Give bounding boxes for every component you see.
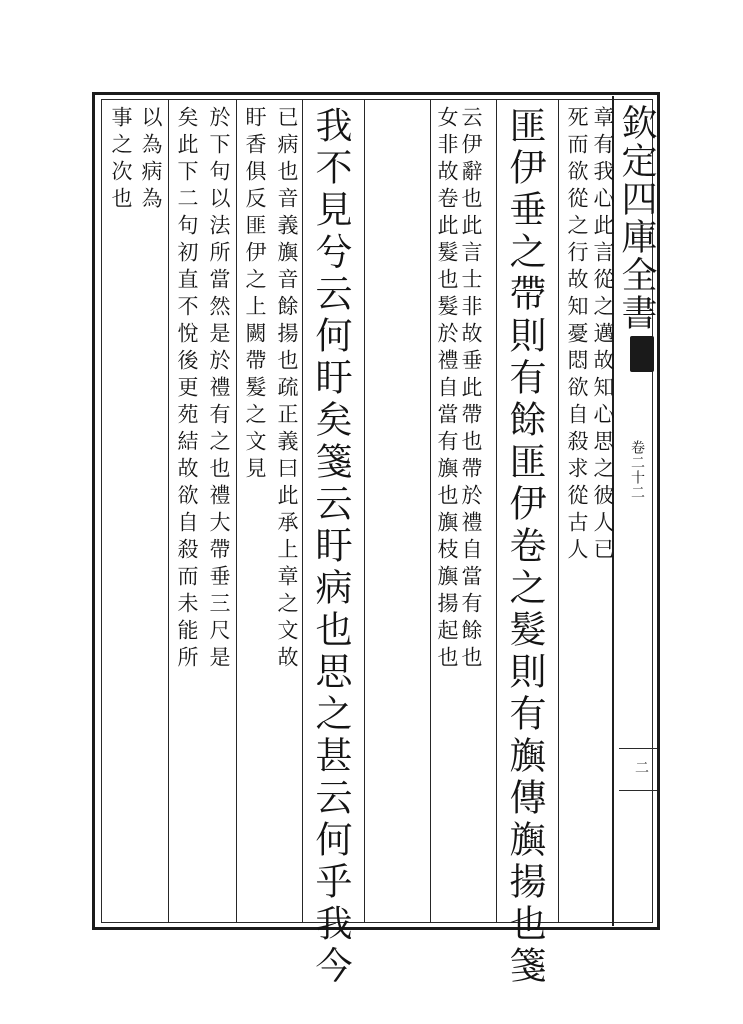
column-rule (236, 99, 237, 923)
column-rule (558, 99, 559, 923)
volume-label: 卷二十二 (629, 440, 645, 500)
commentary-column: 女非故卷此髮也髮於禮自當有旟也旟枝旟揚起也 (435, 106, 459, 673)
book-title: 欽定四庫全書 (616, 104, 657, 332)
column-rule (496, 99, 497, 923)
commentary-column: 章有我心此言從之邁故知心思之彼人已 (591, 106, 615, 565)
main-text-column: 匪伊垂之帶則有餘匪伊卷之髮則有旟傳旟揚也箋 (503, 106, 546, 988)
commentary-column: 死而欲從之行故知憂悶欲自殺求從古人 (565, 106, 589, 565)
main-text-column: 我不見兮云何盱矣箋云盱病也思之甚云何乎我今 (309, 106, 352, 988)
column-rule (364, 99, 365, 923)
commentary-column: 云伊辭也此言士非故垂此帶也帶於禮自當有餘也 (459, 106, 483, 673)
gutter-tick (619, 790, 657, 791)
column-rule (168, 99, 169, 923)
column-rule (302, 99, 303, 923)
column-rule (430, 99, 431, 923)
gutter-tick (619, 748, 657, 749)
commentary-column: 以為病為 (139, 106, 163, 214)
commentary-column: 矣此下二句初直不悅後更苑結故欲自殺而未能所 (175, 106, 199, 673)
fish-tail-marker (630, 336, 654, 372)
commentary-column: 事之次也 (109, 106, 133, 214)
commentary-column: 於下句以法所當然是於禮有之也禮大帶垂三尺是 (207, 106, 231, 673)
page-mark: 二 (633, 760, 649, 775)
commentary-column: 盱香俱反匪伊之上闕帶髮之文見 (243, 106, 267, 484)
commentary-column: 已病也音義旟音餘揚也疏正義曰此承上章之文故 (275, 106, 299, 673)
